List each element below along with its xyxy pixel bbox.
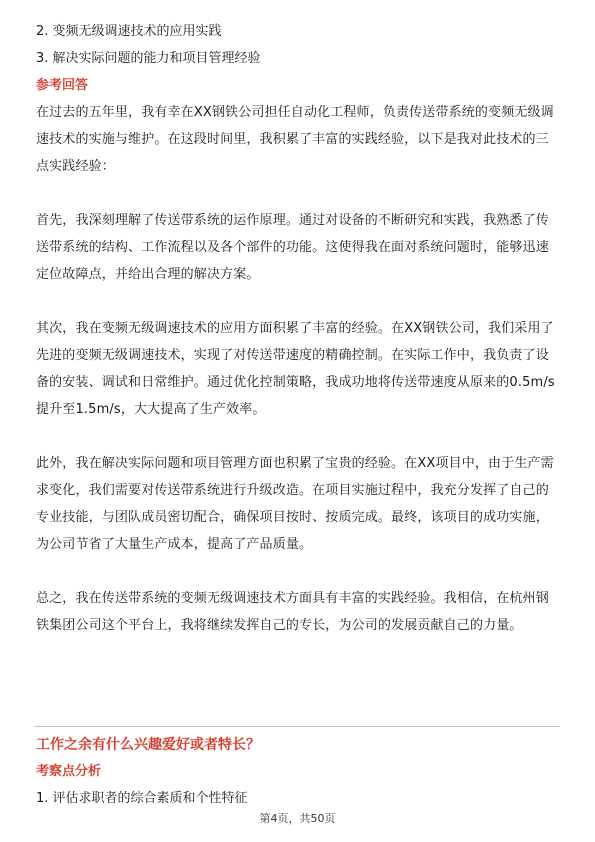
answer-paragraph: 在过去的五年里，我有幸在XX钢铁公司担任自动化工程师，负责传送带系统的变频无级调速技术的实施与维护。在这段时间里，我积累了丰富的实践经验，以下是我对此技术的三点实践经验：	[36, 105, 554, 174]
question-title: 工作之余有什么兴趣爱好或者特长？	[36, 737, 260, 753]
list-item: 2. 变频无级调速技术的应用实践	[36, 24, 222, 39]
answer-paragraph: 此外，我在解决实际问题和项目管理方面也积累了宝贵的经验。在XX项目中，由于生产需求变化，我们需要对传送带系统进行升级改造。在项目实施过程中，我充分发挥了自己的专业技能，与团队成员密切配合，确保项目按时、按质完成。最终，该项目的成功实施，为公司节省了大量生产成本，提高了产品质量。	[36, 456, 554, 552]
answer-paragraph: 总之，我在传送带系统的变频无级调速技术方面具有丰富的实践经验。我相信，在杭州钢铁集团公司这个平台上，我将继续发挥自己的专长，为公司的发展贡献自己的力量。	[36, 591, 549, 633]
answer-paragraph: 其次，我在变频无级调速技术的应用方面积累了丰富的经验。在XX钢铁公司，我们采用了先进的变频无级调速技术，实现了对传送带速度的精确控制。在实际工作中，我负责了设备的安装、调试和日常维护。通过优化控制策略，我成功地将传送带速度从原来的0.5m/s提升至1.5m/s，大大提高了生产效率。	[36, 321, 555, 417]
analysis-item: 1. 评估求职者的综合素质和个性特征	[36, 791, 248, 806]
analysis-heading: 考察点分析	[36, 764, 102, 779]
list-item: 3. 解决实际问题的能力和项目管理经验	[36, 51, 261, 66]
document-body	[36, 18, 556, 639]
answer-heading: 参考回答	[36, 78, 89, 93]
answer-paragraph: 首先，我深刻理解了传送带系统的运作原理。通过对设备的不断研究和实践，我熟悉了传送带系统的结构、工作流程以及各个部件的功能。这使得我在面对系统问题时，能够迅速定位故障点，并给出合理的解决方案。	[36, 213, 549, 282]
section-divider	[34, 726, 560, 727]
next-question-block	[36, 732, 556, 812]
page-number: 第4页，共50页	[259, 812, 336, 825]
